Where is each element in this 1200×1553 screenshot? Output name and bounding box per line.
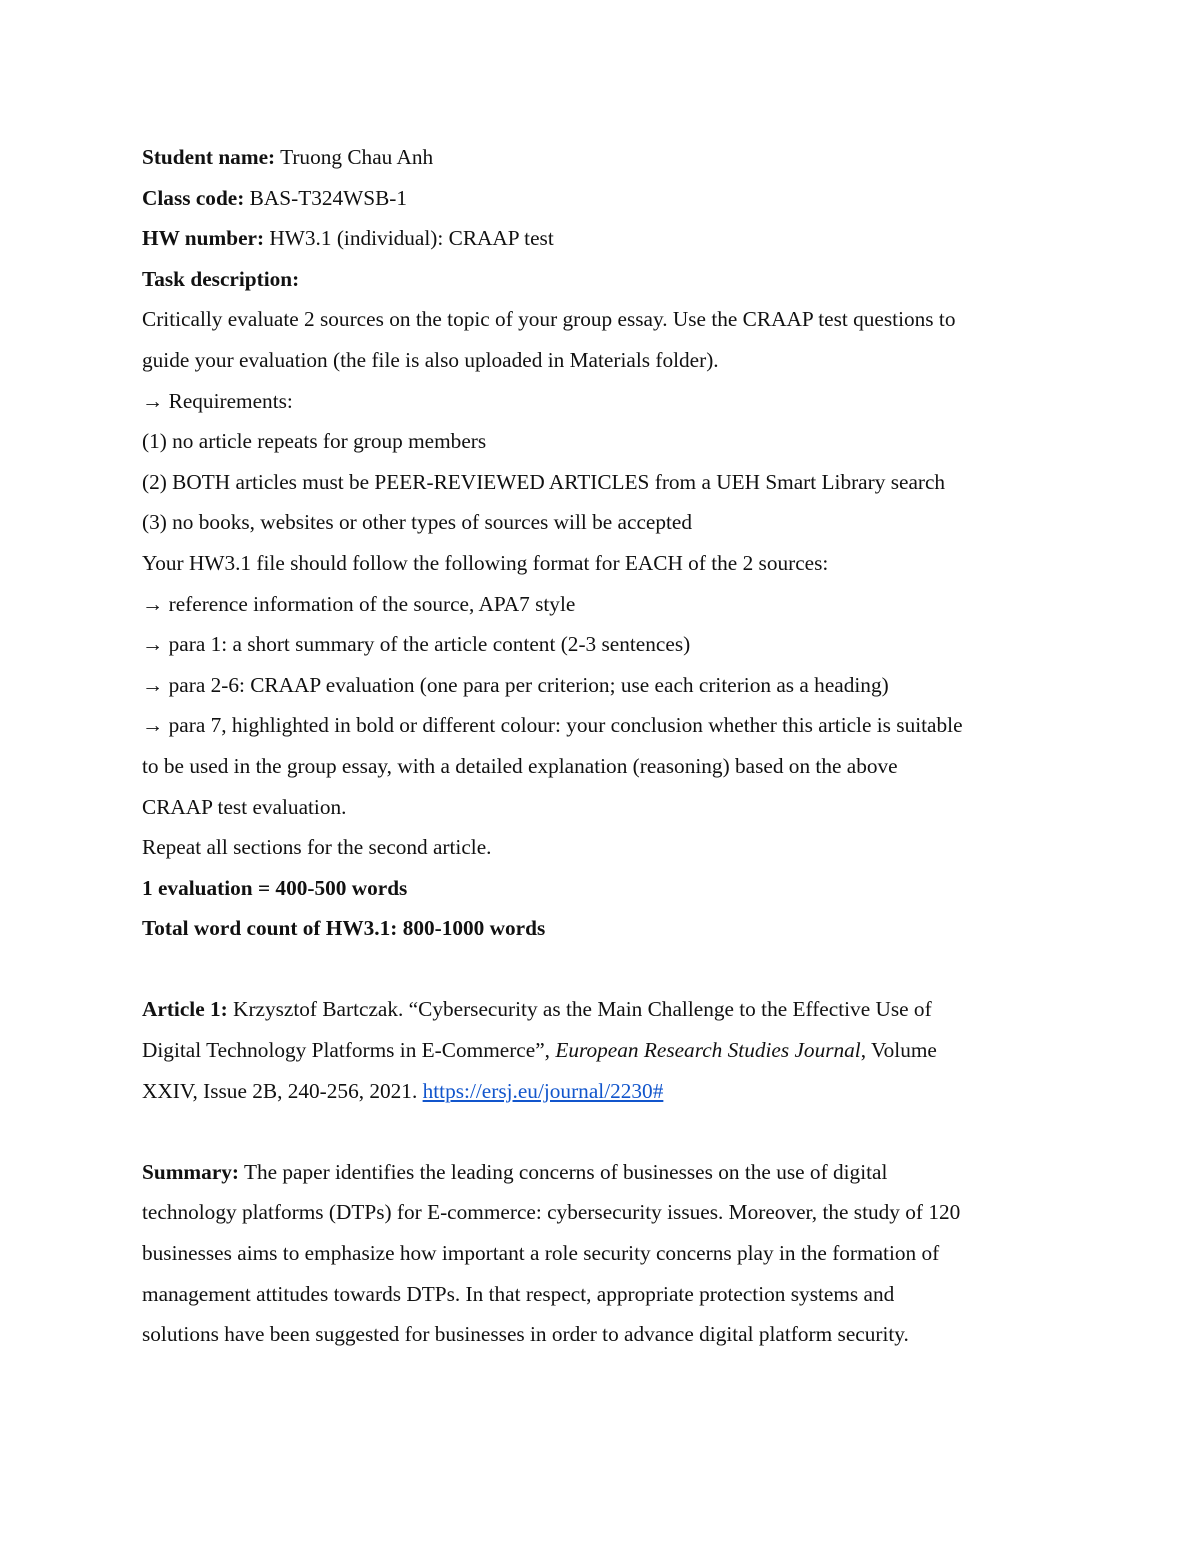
word-count-each <box>142 868 1062 909</box>
task-description-heading <box>142 259 1062 300</box>
summary-line-1 <box>142 1152 1062 1193</box>
word-count-total-text: Total word count of HW3.1: 800-1000 words <box>142 916 546 941</box>
task-line-1: Critically evaluate 2 sources on the topic of your group essay. Use the CRAAP test questions to <box>142 307 956 332</box>
article1-ref-text-2: Digital Technology Platforms in E-Commerce”, <box>142 1038 556 1063</box>
hw-number-line <box>142 218 1062 259</box>
article1-ref-text-1: Krzysztof Bartczak. “Cybersecurity as the Main Challenge to the Effective Use of <box>227 997 932 1022</box>
article1-ref-text-2b: , Volume <box>860 1038 937 1063</box>
article1-link[interactable]: https://ersj.eu/journal/2230# <box>422 1078 664 1103</box>
task-line-2: guide your evaluation (the file is also uploaded in Materials folder). <box>142 347 719 372</box>
student-name-label: Student name: <box>142 145 276 169</box>
hw-number-label: HW number: <box>142 226 265 251</box>
format-item-4-line-2: to be used in the group essay, with a detailed explanation (reasoning) based on the above <box>142 753 898 778</box>
format-item-3: → para 2-6: CRAAP evaluation (one para per criterion; use each criterion as a heading) <box>142 672 889 697</box>
requirement-2: (2) BOTH articles must be PEER-REVIEWED ARTICLES from a UEH Smart Library search <box>142 469 946 494</box>
document-body <box>142 137 1062 1355</box>
summary-text-1: The paper identifies the leading concerns of businesses on the use of digital <box>239 1159 888 1184</box>
summary-line-4: management attitudes towards DTPs. In that respect, appropriate protection systems and <box>142 1281 895 1306</box>
requirements-heading: → Requirements: <box>142 388 293 413</box>
article1-ref-line-2 <box>142 1030 1062 1071</box>
requirement-1: (1) no article repeats for group members <box>142 429 487 454</box>
student-name-line <box>142 137 1062 178</box>
article1-journal: European Research Studies Journal <box>555 1038 861 1063</box>
article1-label: Article 1: <box>142 997 228 1022</box>
format-item-4-line-1: → para 7, highlighted in bold or different colour: your conclusion whether this article is suitable <box>142 713 963 738</box>
summary-line-3: businesses aims to emphasize how important a role security concerns play in the formation of <box>142 1241 940 1266</box>
hw-number-value: HW3.1 (individual): CRAAP test <box>264 226 554 251</box>
summary-line-5: solutions have been suggested for businesses in order to advance digital platform security. <box>142 1322 909 1347</box>
class-code-value: BAS-T324WSB-1 <box>244 185 408 210</box>
article1-ref-line-1 <box>142 989 1062 1030</box>
article1-ref-line-3 <box>142 1071 1062 1112</box>
class-code-line <box>142 178 1062 219</box>
format-intro: Your HW3.1 file should follow the following format for EACH of the 2 sources: <box>142 550 829 575</box>
word-count-each-text: 1 evaluation = 400-500 words <box>142 875 408 900</box>
requirement-3: (3) no books, websites or other types of sources will be accepted <box>142 510 693 535</box>
blank-line <box>142 1111 1062 1152</box>
student-name-value: Truong Chau Anh <box>275 145 434 169</box>
blank-line <box>142 949 1062 990</box>
format-item-2: → para 1: a short summary of the article content (2-3 sentences) <box>142 632 691 657</box>
format-item-1: → reference information of the source, APA7 style <box>142 591 576 616</box>
repeat-instruction: Repeat all sections for the second article. <box>142 835 492 860</box>
word-count-total <box>142 908 1062 949</box>
class-code-label: Class code: <box>142 185 245 210</box>
summary-line-2: technology platforms (DTPs) for E-commerce: cybersecurity issues. Moreover, the study of 120 <box>142 1200 961 1225</box>
article1-ref-text-3: XXIV, Issue 2B, 240-256, 2021. <box>142 1078 423 1103</box>
task-description-label: Task description: <box>142 266 300 291</box>
format-item-4-line-3: CRAAP test evaluation. <box>142 794 347 819</box>
summary-label: Summary: <box>142 1159 240 1184</box>
